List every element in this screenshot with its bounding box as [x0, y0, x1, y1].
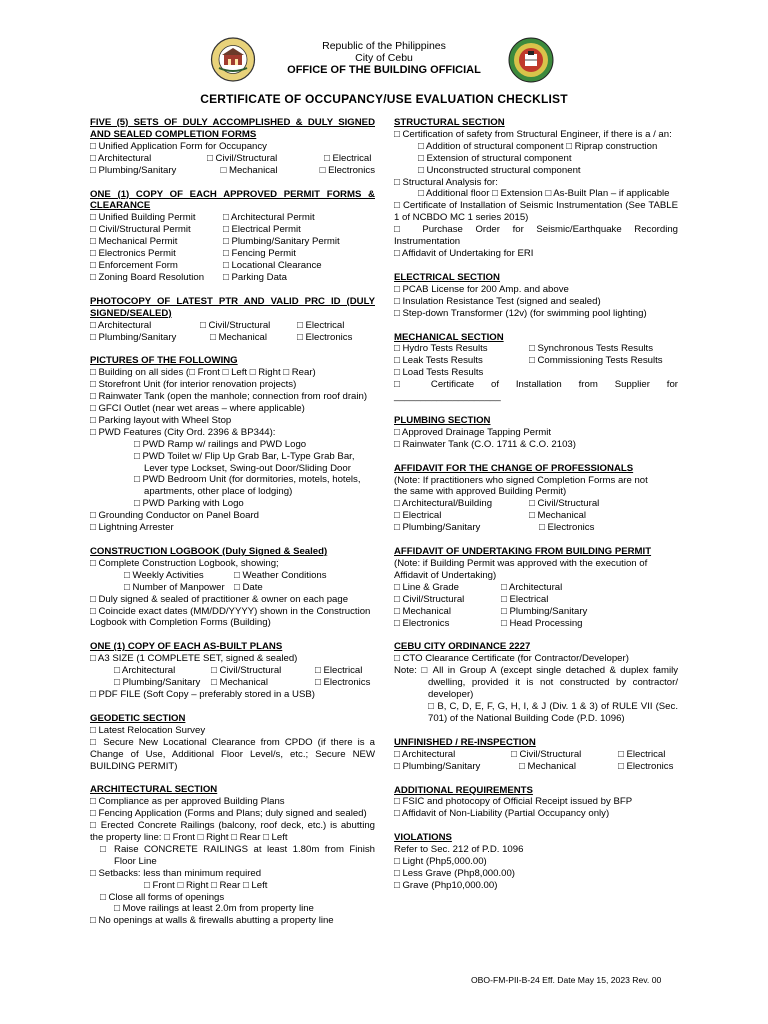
section-unfinished-re-inspection [394, 737, 678, 773]
checklist-row [394, 343, 678, 355]
checklist-item[interactable]: □ PWD Bedroom Unit (for dormitories, motels, hotels, [134, 474, 361, 486]
checklist-item[interactable]: □ B, C, D, E, F, G, H, I, & J (Div. 1 & 3) of RULE VII (Sec. [428, 700, 678, 712]
note-text: the property line: □ Front □ Right □ Rear □ Left [90, 832, 288, 844]
section-plumbing-section [394, 415, 678, 451]
checklist-row [90, 236, 375, 248]
checklist-item[interactable]: □ Unified Application Form for Occupancy [90, 140, 267, 152]
checklist-item[interactable]: □ Erected Concrete Railings (balcony, roof deck, etc.) is abutting [90, 820, 375, 832]
checklist-item[interactable]: □ Line & Grade [394, 581, 459, 593]
checklist-item[interactable]: □ Electrical [394, 510, 442, 522]
checklist-row [394, 582, 678, 594]
checklist-row [394, 510, 678, 522]
section-title: UNFINISHED / RE-INSPECTION [394, 736, 536, 748]
checklist-item[interactable]: □ Electronics [315, 677, 371, 689]
checklist-row [90, 212, 375, 224]
checklist-item[interactable]: □ Insulation Resistance Test (signed and sealed) [394, 295, 601, 307]
checklist-item[interactable]: □ PWD Ramp w/ railings and PWD Logo [134, 438, 307, 450]
checklist-item[interactable]: □ Weather Conditions [234, 569, 327, 581]
section-one-1-copy-of-each-as-built-plans [90, 641, 375, 701]
header-city: City of Cebu [355, 52, 413, 64]
section-affidavit-of-undertaking-from-building-p [394, 546, 678, 629]
checklist-item[interactable]: □ Fencing Permit [223, 248, 296, 260]
checklist-row [90, 665, 375, 677]
checklist-item[interactable]: □ Mechanical [220, 164, 278, 176]
checklist-item[interactable]: □ Mechanical [210, 331, 267, 343]
checklist-item[interactable]: □ Electronics Permit [90, 248, 176, 260]
section-title: STRUCTURAL SECTION [394, 117, 505, 128]
checklist-item[interactable]: □ Rainwater Tank (C.O. 1711 & C.O. 2103) [394, 438, 576, 450]
checklist-item[interactable]: □ PCAB License for 200 Amp. and above [394, 283, 569, 295]
section-violations [394, 832, 678, 892]
checklist-item[interactable]: □ Step-down Transformer (12v) (for swimming pool lighting) [394, 307, 647, 319]
checklist-item[interactable]: □ Number of Manpower [124, 581, 225, 593]
checklist-item[interactable]: □ Electronics [394, 617, 450, 629]
section-additional-requirements [394, 785, 678, 821]
form-code-footer: OBO-FM-PII-B-24 Eff. Date May 15, 2023 Rev. 00 [471, 975, 662, 985]
checklist-item[interactable]: □ Duly signed & sealed of practitioner & owner on each page [90, 593, 349, 605]
checklist-item[interactable]: □ Electronics [539, 522, 595, 534]
checklist-row [394, 749, 678, 761]
checklist-item[interactable]: □ Raise CONCRETE RAILINGS at least 1.80m from Finish [100, 843, 375, 855]
note-text: (Note: if Building Permit was approved with the execution of [394, 558, 648, 569]
checklist-item[interactable]: □ Light (Php5,000.00) [394, 856, 487, 868]
checklist-item[interactable]: □ Approved Drainage Tapping Permit [394, 426, 552, 438]
checklist-row [90, 677, 375, 689]
checklist-item[interactable]: □ Electrical Permit [223, 224, 301, 236]
section-pictures-of-the-following [90, 355, 375, 534]
checklist-item[interactable]: □ Storefront Unit (for interior renovation projects) [90, 379, 297, 391]
section-title: VIOLATIONS [394, 832, 452, 844]
checklist-item[interactable]: □ Front □ Right □ Rear □ Left [144, 879, 268, 891]
checklist-item[interactable]: □ Structural Analysis for: [394, 176, 498, 188]
checklist-item[interactable]: □ FSIC and photocopy of Official Receipt issued by BFP [394, 796, 633, 808]
checklist-item[interactable]: □ Architectural [114, 665, 176, 677]
checklist-item[interactable]: □ Locational Clearance [223, 259, 322, 271]
checklist-item[interactable]: □ Date [234, 581, 263, 593]
section-title: CEBU CITY ORDINANCE 2227 [394, 641, 531, 653]
checklist-item[interactable]: □ PWD Features (City Ord. 2396 & BP344): [90, 426, 276, 438]
section-title: CONSTRUCTION LOGBOOK (Duly Signed & Sealed) [90, 546, 328, 557]
checklist-item[interactable]: □ GFCI Outlet (near wet areas – where applicable) [90, 403, 305, 415]
left-column [90, 117, 375, 939]
checklist-item[interactable]: □ Synchronous Tests Results [529, 343, 653, 355]
checklist-item[interactable]: □ Building on all sides (□ Front □ Left □ Right □ Rear) [90, 367, 316, 379]
checklist-item[interactable]: □ Lightning Arrester [90, 522, 174, 534]
checklist-item[interactable]: □ Civil/Structural [211, 665, 282, 677]
section-structural-section [394, 117, 678, 260]
section-title: ARCHITECTURAL SECTION [90, 784, 218, 796]
section-construction-logbook-duly-signed-sealed [90, 546, 375, 629]
checklist-row [90, 272, 375, 284]
checklist-item[interactable]: □ Architectural Permit [223, 212, 315, 224]
checklist-row [90, 248, 375, 260]
checklist-item[interactable]: □ PWD Toilet w/ Flip Up Grab Bar, L-Type Grab Bar, [134, 450, 355, 462]
checklist-item[interactable]: □ Electrical [315, 665, 363, 677]
checklist-item[interactable]: □ Electrical [324, 152, 372, 164]
note-text: Affidavit of Undertaking) [394, 569, 497, 581]
checklist-row [90, 153, 375, 165]
checklist-item[interactable]: □ Additional floor □ Extension □ As-Built Plan – if applicable [418, 188, 670, 200]
checklist-item[interactable]: □ Civil/Structural [529, 498, 600, 510]
checklist-row [394, 761, 678, 773]
checklist-item[interactable]: □ A3 SIZE (1 COMPLETE SET, signed & sealed) [90, 653, 298, 665]
checklist-item[interactable]: □ Plumbing/Sanitary [90, 331, 177, 343]
checklist-item[interactable]: □ Fencing Application (Forms and Plans; duly signed and sealed) [90, 808, 367, 820]
note-text: Refer to Sec. 212 of P.D. 1096 [394, 844, 524, 856]
checklist-item[interactable]: □ PDF FILE (Soft Copy – preferably stored in a USB) [90, 688, 315, 700]
checklist-item[interactable]: □ Electrical [501, 593, 549, 605]
checklist-item[interactable]: □ Purchase Order for Seismic/Earthquake Recording Instrumentation [394, 224, 678, 248]
section-affidavit-for-the-change-of-professional [394, 463, 678, 534]
note-text: dwelling, provided it is not constructed by contractor/ [428, 677, 678, 689]
checklist-row [90, 320, 375, 332]
checklist-item[interactable]: □ Plumbing/Sanitary [394, 760, 481, 772]
checklist-item[interactable]: □ Civil/Structural [511, 748, 582, 760]
checklist-item[interactable]: □ Extension of structural component [418, 152, 572, 164]
obo-seal-logo [508, 37, 554, 83]
checklist-item[interactable]: □ Move railings at least 2.0m from property line [114, 903, 314, 915]
checklist-item[interactable]: □ Head Processing [501, 617, 583, 629]
checklist-row [394, 522, 678, 534]
section-title: GEODETIC SECTION [90, 712, 186, 724]
checklist-item[interactable]: □ Parking layout with Wheel Stop [90, 414, 232, 426]
checklist-item[interactable]: □ Electronics [618, 760, 674, 772]
section-mechanical-section [394, 332, 678, 403]
checklist-item[interactable]: □ Commissioning Tests Results [529, 355, 663, 367]
checklist-row [90, 260, 375, 272]
note-text: Floor Line [114, 855, 157, 867]
checklist-row [90, 332, 375, 344]
note-text: ____________________ [394, 391, 501, 403]
note-text: developer) [428, 689, 474, 701]
checklist-item[interactable]: □ Load Tests Results [394, 367, 484, 379]
checklist-item[interactable]: □ Certificate of Installation of Seismic Instrumentation (See TABLE 1 of NCBDO MC 1 series 2015) [394, 200, 678, 224]
checklist-item[interactable]: □ No openings at walls & firewalls abutting a property line [90, 915, 334, 927]
section-title: PHOTOCOPY OF LATEST PTR AND VALID PRC ID (DULY SIGNED/SEALED) [90, 295, 375, 319]
checklist-item[interactable]: □ Less Grave (Php8,000.00) [394, 867, 515, 879]
checklist-row [394, 618, 678, 630]
note-text: apartments, other place of lodging) [144, 486, 293, 498]
checklist-item[interactable]: □ Mechanical [519, 760, 576, 772]
document-title: CERTIFICATE OF OCCUPANCY/USE EVALUATION CHECKLIST [200, 92, 568, 106]
checklist-item[interactable]: □ PWD Parking with Logo [134, 498, 244, 510]
checklist-row [90, 570, 375, 582]
section-five-5-sets-of-duly-accomplished-duly-si [90, 117, 375, 177]
checklist-item[interactable]: □ Mechanical [529, 510, 586, 522]
section-title: AFFIDAVIT FOR THE CHANGE OF PROFESSIONALS [394, 462, 634, 474]
checklist-item[interactable]: □ Affidavit of Undertaking for ERI [394, 247, 534, 259]
checklist-item[interactable]: □ Mechanical [211, 677, 268, 689]
section-cebu-city-ordinance-2227 [394, 641, 678, 724]
checklist-item[interactable]: □ Civil/Structural [394, 593, 465, 605]
checklist-item[interactable]: □ Grounding Conductor on Panel Board [90, 510, 259, 522]
checklist-item[interactable]: □ Plumbing/Sanitary [114, 677, 201, 689]
checklist-item[interactable]: □ Architectural/Building [394, 498, 493, 510]
checklist-item[interactable]: □ Close all forms of openings [100, 891, 225, 903]
checklist-item[interactable]: □ Compliance as per approved Building Plans [90, 796, 285, 808]
checklist-item[interactable]: □ Certification of safety from Structural Engineer, if there is a / an: [394, 128, 672, 140]
checklist-item[interactable]: □ Addition of structural component □ Riprap construction [418, 140, 658, 152]
note-text: Logbook with Completion Forms (Building) [90, 617, 271, 629]
checklist-item[interactable]: □ Plumbing/Sanitary [90, 164, 177, 176]
section-title: ELECTRICAL SECTION [394, 271, 500, 283]
header-office: OFFICE OF THE BUILDING OFFICIAL [287, 64, 481, 76]
checklist-item[interactable]: □ Architectural [394, 748, 456, 760]
checklist-row [394, 355, 678, 367]
checklist-item[interactable]: □ Zoning Board Resolution [90, 271, 205, 283]
section-title: ONE (1) COPY OF EACH APPROVED PERMIT FORMS & CLEARANCE [90, 188, 375, 212]
section-title: ONE (1) COPY OF EACH AS-BUILT PLANS [90, 641, 283, 653]
checklist-item[interactable]: □ Electronics [297, 331, 353, 343]
checklist-item[interactable]: □ Architectural [90, 152, 152, 164]
checklist-item[interactable]: □ Coincide exact dates (MM/DD/YYYY) shown in the Construction [90, 605, 371, 617]
section-title: PLUMBING SECTION [394, 414, 491, 426]
checklist-row [394, 594, 678, 606]
section-title: MECHANICAL SECTION [394, 331, 504, 343]
section-title: PICTURES OF THE FOLLOWING [90, 355, 238, 367]
note-text: the same with approved Building Permit) [394, 486, 567, 498]
section-title: FIVE (5) SETS OF DULY ACCOMPLISHED & DULY SIGNED AND SEALED COMPLETION FORMS [90, 117, 375, 140]
section-architectural-section [90, 784, 375, 927]
checklist-item[interactable]: □ Unconstructed structural component [418, 164, 581, 176]
checklist-item[interactable]: □ Certificate of Installation from Supplier for [394, 379, 678, 391]
checklist-item[interactable]: □ Affidavit of Non-Liability (Partial Occupancy only) [394, 808, 610, 820]
checklist-item[interactable]: □ Mechanical Permit [90, 236, 178, 248]
checklist-item[interactable]: □ Hydro Tests Results [394, 343, 488, 355]
checklist-item[interactable]: □ Mechanical [394, 605, 451, 617]
checklist-row [394, 606, 678, 618]
checklist-item[interactable]: □ Civil/Structural [200, 319, 271, 331]
section-title: AFFIDAVIT OF UNDERTAKING FROM BUILDING PERMIT [394, 546, 652, 558]
checklist-item[interactable]: □ Parking Data [223, 271, 287, 283]
checklist-row [90, 165, 375, 177]
checklist-item[interactable]: □ Weekly Activities [124, 569, 204, 581]
checklist-item[interactable]: □ Setbacks: less than minimum required [90, 867, 262, 879]
checklist-item[interactable]: □ CTO Clearance Certificate (for Contractor/Developer) [394, 653, 629, 665]
section-title: ADDITIONAL REQUIREMENTS [394, 784, 533, 796]
checklist-item[interactable]: □ Plumbing/Sanitary [394, 522, 481, 534]
checklist-item[interactable]: □ Plumbing/Sanitary Permit [223, 236, 340, 248]
checklist-item[interactable]: □ Leak Tests Results [394, 355, 483, 367]
checklist-item[interactable]: □ Electrical [297, 319, 345, 331]
checklist-item[interactable]: □ Electrical [618, 748, 666, 760]
checklist-item[interactable]: □ Architectural [501, 581, 563, 593]
checklist-item[interactable]: □ Rainwater Tank (open the manhole; connection from roof drain) [90, 391, 368, 403]
note-text: 701) of the National Building Code (P.D. 1096) [428, 712, 625, 724]
checklist-item[interactable]: □ Complete Construction Logbook, showing; [90, 557, 279, 569]
checklist-row [394, 498, 678, 510]
checklist-item[interactable]: □ Secure New Locational Clearance from CPDO (if there is a Change of Use, Additional Floor Level/s, etc.; Secure NEW BUILDING PERMIT) [90, 736, 375, 772]
checklist-item[interactable]: □ Plumbing/Sanitary [501, 605, 588, 617]
header-republic: Republic of the Philippines [322, 40, 446, 52]
checklist-item[interactable]: □ Civil/Structural [207, 152, 278, 164]
right-column [394, 117, 678, 904]
checklist-item[interactable]: □ Civil/Structural Permit [90, 224, 191, 236]
checklist-item[interactable]: □ Grave (Php10,000.00) [394, 879, 498, 891]
checklist-row [90, 224, 375, 236]
checklist-row [90, 582, 375, 594]
checklist-item[interactable]: □ Latest Relocation Survey [90, 724, 206, 736]
note-text: (Note: If practitioners who signed Completion Forms are not [394, 474, 648, 486]
checklist-item[interactable]: □ Enforcement Form [90, 259, 178, 271]
note-text: Note: □ All in Group A (except single detached & duplex family [394, 665, 678, 677]
section-electrical-section [394, 272, 678, 320]
section-geodetic-section [90, 713, 375, 773]
checklist-item[interactable]: □ Unified Building Permit [90, 212, 196, 224]
section-photocopy-of-latest-ptr-and-valid-prc-id [90, 296, 375, 344]
checklist-item[interactable]: □ Electronics [319, 164, 375, 176]
note-text: Lever type Lockset, Swing-out Door/Sliding Door [144, 462, 351, 474]
checklist-item[interactable]: □ Architectural [90, 319, 152, 331]
section-one-1-copy-of-each-approved-permit-forms [90, 189, 375, 284]
